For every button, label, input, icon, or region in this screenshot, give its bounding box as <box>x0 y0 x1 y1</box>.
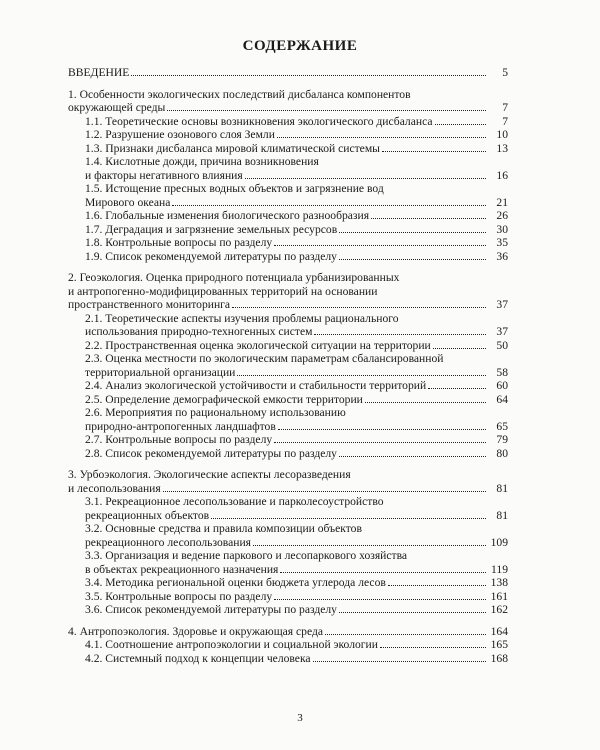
toc-entry-text: 2.3. Оценка местности по экологическим параметрам сбалансированной <box>85 352 444 365</box>
toc-entry-line <box>85 115 508 129</box>
toc-entry <box>68 549 508 576</box>
toc-page-number: 13 <box>496 141 508 155</box>
toc-leader-dots <box>380 647 486 648</box>
toc-entry-line <box>85 236 508 250</box>
toc-page-number: 164 <box>490 624 508 638</box>
toc-entry-text: 4.1. Соотношение антропоэкологии и социальной экологии <box>85 638 378 651</box>
toc-entry-line <box>68 101 508 115</box>
toc-entry-line <box>85 182 508 196</box>
toc-leader-dots <box>163 491 486 492</box>
toc-entry <box>68 142 508 156</box>
toc-leader-dots <box>232 307 486 308</box>
toc-leader-dots <box>325 634 486 635</box>
toc-leader-dots <box>211 518 486 519</box>
toc-entry-text: 3.1. Рекреационное лесопользование и парколесоустройство <box>85 495 384 508</box>
toc-entry <box>68 468 508 495</box>
toc-entry-line <box>85 536 508 550</box>
toc-entry-line <box>85 169 508 183</box>
toc-entry-line <box>85 549 508 563</box>
toc-entry-line <box>68 88 508 102</box>
toc-entry-text: ВВЕДЕНИЕ <box>68 66 130 79</box>
toc-entry-line <box>85 638 508 652</box>
toc-entry-line <box>85 522 508 536</box>
toc-page-number: 7 <box>502 114 508 128</box>
toc-entry-text: 2.7. Контрольные вопросы по разделу <box>85 433 273 446</box>
toc-page-number: 109 <box>490 535 508 549</box>
toc-entry <box>68 352 508 379</box>
toc-entry-text: 2.8. Список рекомендуемой литературы по разделу <box>85 446 337 460</box>
toc-entry-text: 1.8. Контрольные вопросы по разделу <box>85 236 273 249</box>
toc-entry <box>68 638 508 652</box>
toc-entry-line <box>85 223 508 237</box>
toc-entry <box>68 433 508 447</box>
toc-leader-dots <box>131 75 486 76</box>
toc-entry-line <box>68 482 508 496</box>
toc-entry <box>68 339 508 353</box>
toc-leader-dots <box>172 205 486 206</box>
toc-entry-line <box>85 312 508 326</box>
toc-leader-dots <box>339 259 486 260</box>
toc-entry-line <box>85 433 508 447</box>
toc-leader-dots <box>388 585 486 586</box>
toc-page-number: 161 <box>490 589 508 603</box>
toc-entry <box>68 652 508 666</box>
toc-page-number: 79 <box>496 433 508 446</box>
toc-entry-line <box>85 352 508 366</box>
toc-page-number: 60 <box>496 379 508 392</box>
toc-leader-dots <box>428 388 486 389</box>
toc-entry-text: природно-антропогенных ландшафтов <box>85 419 276 433</box>
toc-entry-line <box>68 298 508 312</box>
toc-page-number: 16 <box>496 168 508 182</box>
toc-entry-line <box>85 196 508 210</box>
toc-page-number: 26 <box>496 209 508 222</box>
toc-leader-dots <box>245 178 486 179</box>
toc-entry-line <box>85 155 508 169</box>
toc-page-number: 64 <box>496 392 508 406</box>
toc-entry <box>68 66 508 80</box>
toc-page-number: 36 <box>496 249 508 263</box>
toc-leader-dots <box>167 110 486 111</box>
toc-entry-line <box>85 142 508 156</box>
toc-page-number: 5 <box>502 66 508 79</box>
toc-entry-text: 3. Урбоэкология. Экологические аспекты лесоразведения <box>68 468 351 481</box>
toc-entry <box>68 522 508 549</box>
toc-entry-text: 3.3. Организация и ведение паркового и лесопаркового хозяйства <box>85 549 408 562</box>
toc-entry-text: 1.9. Список рекомендуемой литературы по разделу <box>85 249 337 263</box>
toc-entry-text: 3.6. Список рекомендуемой литературы по разделу <box>85 603 337 616</box>
toc-entry-text: 1.3. Признаки дисбаланса мировой климатической системы <box>85 141 380 155</box>
toc-leader-dots <box>339 612 486 613</box>
toc-entry <box>68 250 508 264</box>
toc-entry-line <box>85 128 508 142</box>
toc-entry-text: рекреационных объектов <box>85 508 210 522</box>
toc-page-number: 81 <box>496 508 508 522</box>
toc-entry-text: 1. Особенности экологических последствий дисбаланса компонентов <box>68 87 411 101</box>
toc-leader-dots <box>433 348 486 349</box>
toc-entry-line <box>68 285 508 299</box>
toc-page-number: 138 <box>490 576 508 589</box>
toc-entry-text: 1.1. Теоретические основы возникновения экологического дисбаланса <box>85 114 433 128</box>
toc-entry <box>68 115 508 129</box>
toc-entry-line <box>85 590 508 604</box>
toc-entry-text: 2.1. Теоретические аспекты изучения проблемы рационального <box>85 311 399 325</box>
toc-entry-line <box>85 495 508 509</box>
toc-leader-dots <box>339 456 486 457</box>
toc-entry-text: территориальной организации <box>85 365 236 379</box>
page-number: 3 <box>297 712 303 724</box>
toc-leader-dots <box>278 429 486 430</box>
toc-entry-line <box>85 563 508 577</box>
toc-page-number: 119 <box>491 562 508 576</box>
toc-leader-dots <box>277 137 486 138</box>
toc-entry-text: 2.5. Определение демографической емкости территории <box>85 392 363 406</box>
toc-page-number: 7 <box>502 101 508 114</box>
toc-leader-dots <box>314 334 486 335</box>
toc-entry <box>68 209 508 223</box>
toc-entry <box>68 223 508 237</box>
toc-page-number: 50 <box>496 338 508 352</box>
toc-leader-dots <box>237 375 486 376</box>
toc-entry-line <box>85 325 508 339</box>
toc-entry-text: окружающей среды <box>68 101 166 114</box>
toc-entry-text: Мирового океана <box>85 195 171 209</box>
toc-entry-text: 4. Антропоэкология. Здоровье и окружающая среда <box>68 624 323 638</box>
toc-entry-line <box>68 66 508 80</box>
toc-page-number: 80 <box>496 446 508 460</box>
toc-page-number: 165 <box>490 638 508 651</box>
toc-entry-text: 2.6. Мероприятия по рациональному использованию <box>85 406 346 419</box>
toc-leader-dots <box>280 572 486 573</box>
toc-entry-text: 1.4. Кислотные дожди, причина возникновения <box>85 155 319 168</box>
toc-entry-text: 2.4. Анализ экологической устойчивости и стабильности территорий <box>85 379 427 392</box>
toc-leader-dots <box>339 232 486 233</box>
toc-entry-text: 1.5. Истощение пресных водных объектов и загрязнение вод <box>85 182 384 195</box>
toc-page-number: 37 <box>496 325 508 338</box>
toc-page-number: 35 <box>496 236 508 249</box>
toc-entry-line <box>85 379 508 393</box>
toc-entry-text: 4.2. Системный подход к концепции человека <box>85 651 311 665</box>
toc-entry-line <box>68 625 508 639</box>
toc-entry-line <box>85 250 508 264</box>
toc-entry-line <box>85 652 508 666</box>
toc-page-number: 58 <box>496 365 508 379</box>
toc-page-number: 10 <box>496 128 508 141</box>
toc-page-number: 168 <box>490 651 508 665</box>
toc-entry-line <box>85 406 508 420</box>
toc-entry <box>68 88 508 115</box>
toc-entry <box>68 236 508 250</box>
toc-entry-text: 3.5. Контрольные вопросы по разделу <box>85 589 273 603</box>
toc-entry <box>68 625 508 639</box>
toc-entry <box>68 393 508 407</box>
toc-entry <box>68 182 508 209</box>
toc-entry-text: и факторы негативного влияния <box>85 168 243 182</box>
toc-entry-line <box>85 603 508 617</box>
toc-entry-text: 2. Геоэкология. Оценка природного потенциала урбанизированных <box>68 271 400 284</box>
toc-entry-text: в объектах рекреационного назначения <box>85 562 279 576</box>
toc-entry-line <box>85 576 508 590</box>
toc-leader-dots <box>365 402 486 403</box>
toc-entry <box>68 603 508 617</box>
toc-entry-text: и лесопользования <box>68 481 161 495</box>
toc-page-number: 37 <box>496 298 508 311</box>
toc-entry-line <box>85 393 508 407</box>
toc-entry <box>68 447 508 461</box>
toc-page-number: 65 <box>496 419 508 433</box>
toc-entry <box>68 495 508 522</box>
toc-entry-text: 3.4. Методика региональной оценки бюджета углерода лесов <box>85 576 386 589</box>
toc-entry-text: 2.2. Пространственная оценка экологической ситуации на территории <box>85 338 431 352</box>
toc-leader-dots <box>274 245 486 246</box>
toc-entry-text: 3.2. Основные средства и правила композиции объектов <box>85 522 362 535</box>
toc-entry-text: и антропогенно-модифицированных территорий на основании <box>68 284 378 298</box>
toc-entry-line <box>85 209 508 223</box>
toc-entry-line <box>68 271 508 285</box>
toc-entry-line <box>85 509 508 523</box>
toc-entry-line <box>85 447 508 461</box>
toc-entry <box>68 590 508 604</box>
toc-entry-text: рекреационного лесопользования <box>85 535 251 549</box>
toc-entry-line <box>85 366 508 380</box>
toc-leader-dots <box>435 124 486 125</box>
toc-entry-text: 1.7. Деградация и загрязнение земельных ресурсов <box>85 222 338 236</box>
toc-entry <box>68 406 508 433</box>
toc-entry-line <box>68 468 508 482</box>
toc-page-number: 30 <box>496 222 508 236</box>
toc-entry-text: 1.6. Глобальные изменения биологического разнообразия <box>85 209 370 222</box>
toc-leader-dots <box>371 218 486 219</box>
toc-page-number: 81 <box>496 481 508 495</box>
table-of-contents <box>68 66 508 665</box>
toc-leader-dots <box>253 545 486 546</box>
toc-entry-text: пространственного мониторинга <box>68 298 231 311</box>
toc-leader-dots <box>313 661 486 662</box>
toc-title: СОДЕРЖАНИЕ <box>242 38 358 54</box>
toc-entry <box>68 312 508 339</box>
toc-entry-text: использования природно-техногенных систем <box>85 325 313 338</box>
toc-page-number: 162 <box>490 603 508 616</box>
toc-entry <box>68 576 508 590</box>
toc-entry-text: 1.2. Разрушение озонового слоя Земли <box>85 128 275 141</box>
toc-entry-line <box>85 420 508 434</box>
toc-entry <box>68 379 508 393</box>
toc-entry <box>68 271 508 312</box>
toc-entry <box>68 128 508 142</box>
toc-entry <box>68 155 508 182</box>
toc-leader-dots <box>274 442 486 443</box>
toc-entry-line <box>85 339 508 353</box>
toc-leader-dots <box>274 599 486 600</box>
toc-page-number: 21 <box>496 195 508 209</box>
toc-leader-dots <box>382 151 486 152</box>
